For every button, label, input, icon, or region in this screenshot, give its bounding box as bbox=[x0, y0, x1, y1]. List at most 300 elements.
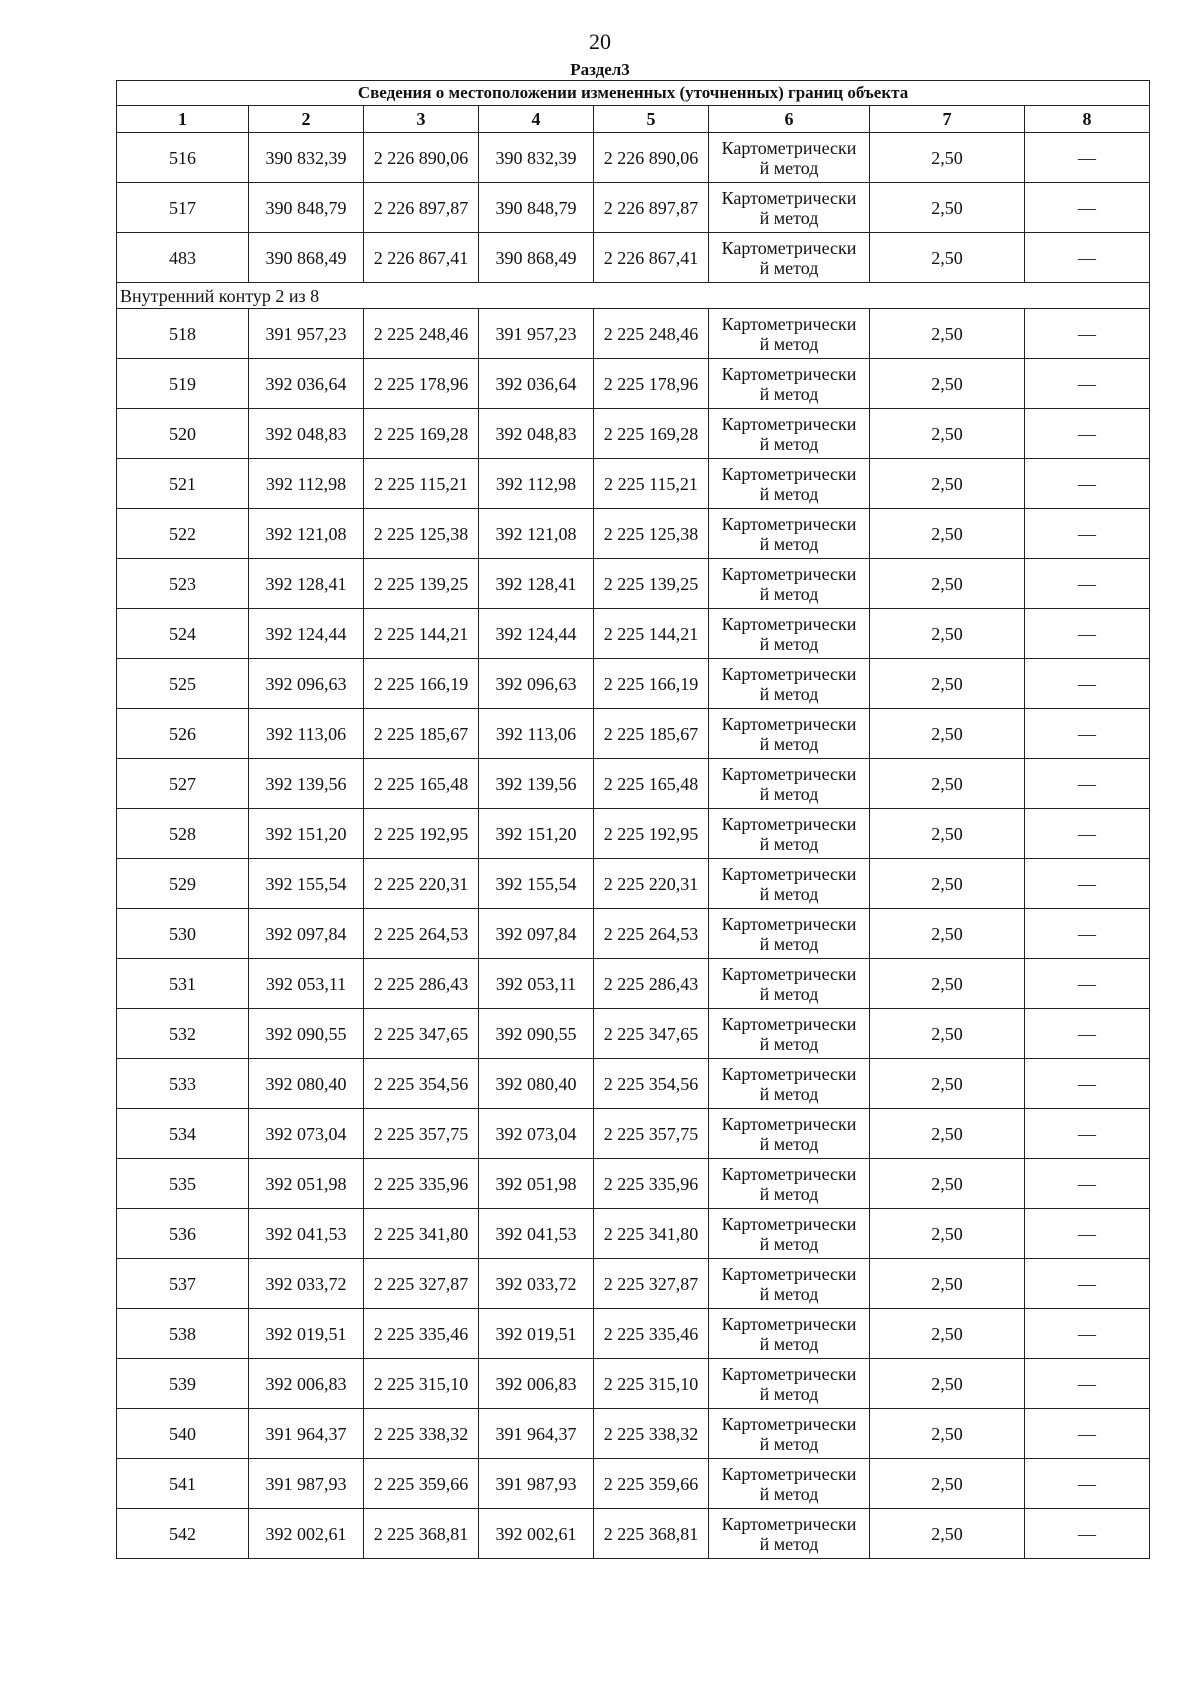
y-existing-cell: 2 225 368,81 bbox=[364, 1509, 479, 1559]
description-cell: — bbox=[1025, 183, 1150, 233]
x-new-cell: 392 139,56 bbox=[479, 759, 594, 809]
x-new-cell: 392 121,08 bbox=[479, 509, 594, 559]
method-line-1: Картометрически bbox=[721, 713, 857, 734]
method-cell bbox=[709, 459, 870, 509]
y-new-cell: 2 225 220,31 bbox=[594, 859, 709, 909]
method-line-2: й метод bbox=[759, 533, 819, 554]
y-existing-cell: 2 225 192,95 bbox=[364, 809, 479, 859]
method-cell bbox=[709, 809, 870, 859]
table-row bbox=[117, 1359, 1150, 1409]
y-new-cell: 2 226 867,41 bbox=[594, 233, 709, 283]
point-number-cell: 523 bbox=[117, 559, 249, 609]
y-existing-cell: 2 226 867,41 bbox=[364, 233, 479, 283]
method-cell bbox=[709, 609, 870, 659]
x-existing-cell: 392 033,72 bbox=[249, 1259, 364, 1309]
method-line-1: Картометрически bbox=[721, 963, 857, 984]
table-caption: Сведения о местоположении измененных (уточненных) границ объекта bbox=[117, 81, 1150, 106]
y-new-cell: 2 225 165,48 bbox=[594, 759, 709, 809]
method-line-2: й метод bbox=[759, 633, 819, 654]
x-existing-cell: 392 090,55 bbox=[249, 1009, 364, 1059]
y-existing-cell: 2 225 248,46 bbox=[364, 309, 479, 359]
description-cell: — bbox=[1025, 1009, 1150, 1059]
x-existing-cell: 392 053,11 bbox=[249, 959, 364, 1009]
y-existing-cell: 2 225 327,87 bbox=[364, 1259, 479, 1309]
point-number-cell: 536 bbox=[117, 1209, 249, 1259]
method-line-2: й метод bbox=[759, 207, 819, 228]
table-row bbox=[117, 309, 1150, 359]
method-line-2: й метод bbox=[759, 1083, 819, 1104]
y-new-cell: 2 225 125,38 bbox=[594, 509, 709, 559]
x-new-cell: 392 048,83 bbox=[479, 409, 594, 459]
y-new-cell: 2 225 335,46 bbox=[594, 1309, 709, 1359]
x-existing-cell: 392 041,53 bbox=[249, 1209, 364, 1259]
table-row bbox=[117, 1259, 1150, 1309]
y-existing-cell: 2 225 139,25 bbox=[364, 559, 479, 609]
column-number-row bbox=[117, 106, 1150, 133]
table-row bbox=[117, 1009, 1150, 1059]
method-cell bbox=[709, 233, 870, 283]
y-existing-cell: 2 225 354,56 bbox=[364, 1059, 479, 1109]
method-line-2: й метод bbox=[759, 683, 819, 704]
y-existing-cell: 2 225 347,65 bbox=[364, 1009, 479, 1059]
x-new-cell: 392 097,84 bbox=[479, 909, 594, 959]
description-cell: — bbox=[1025, 1259, 1150, 1309]
method-cell bbox=[709, 1359, 870, 1409]
x-existing-cell: 392 048,83 bbox=[249, 409, 364, 459]
description-cell: — bbox=[1025, 1059, 1150, 1109]
x-existing-cell: 392 139,56 bbox=[249, 759, 364, 809]
point-number-cell: 529 bbox=[117, 859, 249, 909]
description-cell: — bbox=[1025, 859, 1150, 909]
point-number-cell: 521 bbox=[117, 459, 249, 509]
x-new-cell: 392 006,83 bbox=[479, 1359, 594, 1409]
method-line-2: й метод bbox=[759, 1383, 819, 1404]
method-line-2: й метод bbox=[759, 1033, 819, 1054]
x-existing-cell: 391 964,37 bbox=[249, 1409, 364, 1459]
x-new-cell: 392 019,51 bbox=[479, 1309, 594, 1359]
contour-label: Внутренний контур 2 из 8 bbox=[117, 283, 1150, 309]
accuracy-cell: 2,50 bbox=[870, 959, 1025, 1009]
method-cell bbox=[709, 909, 870, 959]
accuracy-cell: 2,50 bbox=[870, 559, 1025, 609]
y-existing-cell: 2 225 144,21 bbox=[364, 609, 479, 659]
method-line-2: й метод bbox=[759, 1533, 819, 1554]
method-cell bbox=[709, 759, 870, 809]
description-cell: — bbox=[1025, 1459, 1150, 1509]
point-number-cell: 537 bbox=[117, 1259, 249, 1309]
y-existing-cell: 2 225 286,43 bbox=[364, 959, 479, 1009]
y-new-cell: 2 225 248,46 bbox=[594, 309, 709, 359]
y-new-cell: 2 225 166,19 bbox=[594, 659, 709, 709]
description-cell: — bbox=[1025, 459, 1150, 509]
table-row bbox=[117, 459, 1150, 509]
x-existing-cell: 392 002,61 bbox=[249, 1509, 364, 1559]
method-line-1: Картометрически bbox=[721, 1263, 857, 1284]
table-row bbox=[117, 809, 1150, 859]
accuracy-cell: 2,50 bbox=[870, 1209, 1025, 1259]
point-number-cell: 527 bbox=[117, 759, 249, 809]
x-new-cell: 392 155,54 bbox=[479, 859, 594, 909]
x-existing-cell: 392 036,64 bbox=[249, 359, 364, 409]
point-number-cell: 518 bbox=[117, 309, 249, 359]
table-row bbox=[117, 1459, 1150, 1509]
description-cell: — bbox=[1025, 1209, 1150, 1259]
x-existing-cell: 392 019,51 bbox=[249, 1309, 364, 1359]
point-number-cell: 528 bbox=[117, 809, 249, 859]
method-line-1: Картометрически bbox=[721, 663, 857, 684]
point-number-cell: 517 bbox=[117, 183, 249, 233]
y-new-cell: 2 225 178,96 bbox=[594, 359, 709, 409]
x-existing-cell: 392 121,08 bbox=[249, 509, 364, 559]
description-cell: — bbox=[1025, 1359, 1150, 1409]
accuracy-cell: 2,50 bbox=[870, 909, 1025, 959]
table-row bbox=[117, 1059, 1150, 1109]
method-line-2: й метод bbox=[759, 1433, 819, 1454]
x-new-cell: 390 868,49 bbox=[479, 233, 594, 283]
y-new-cell: 2 225 354,56 bbox=[594, 1059, 709, 1109]
x-existing-cell: 390 868,49 bbox=[249, 233, 364, 283]
column-header: 6 bbox=[709, 106, 870, 133]
table-row bbox=[117, 1109, 1150, 1159]
point-number-cell: 522 bbox=[117, 509, 249, 559]
x-new-cell: 391 957,23 bbox=[479, 309, 594, 359]
point-number-cell: 531 bbox=[117, 959, 249, 1009]
method-cell bbox=[709, 659, 870, 709]
table-row bbox=[117, 859, 1150, 909]
x-existing-cell: 392 080,40 bbox=[249, 1059, 364, 1109]
x-new-cell: 392 113,06 bbox=[479, 709, 594, 759]
method-line-1: Картометрически bbox=[721, 313, 857, 334]
point-number-cell: 535 bbox=[117, 1159, 249, 1209]
method-line-2: й метод bbox=[759, 983, 819, 1004]
method-line-1: Картометрически bbox=[721, 1213, 857, 1234]
x-new-cell: 392 002,61 bbox=[479, 1509, 594, 1559]
table-row bbox=[117, 183, 1150, 233]
method-line-1: Картометрически bbox=[721, 1313, 857, 1334]
accuracy-cell: 2,50 bbox=[870, 1409, 1025, 1459]
point-number-cell: 483 bbox=[117, 233, 249, 283]
method-cell bbox=[709, 1459, 870, 1509]
accuracy-cell: 2,50 bbox=[870, 359, 1025, 409]
accuracy-cell: 2,50 bbox=[870, 409, 1025, 459]
method-line-1: Картометрически bbox=[721, 1013, 857, 1034]
method-line-1: Картометрически bbox=[721, 237, 857, 258]
accuracy-cell: 2,50 bbox=[870, 809, 1025, 859]
x-new-cell: 390 832,39 bbox=[479, 133, 594, 183]
method-line-1: Картометрически bbox=[721, 1363, 857, 1384]
table-row bbox=[117, 559, 1150, 609]
description-cell: — bbox=[1025, 959, 1150, 1009]
description-cell: — bbox=[1025, 309, 1150, 359]
y-new-cell: 2 225 335,96 bbox=[594, 1159, 709, 1209]
method-line-1: Картометрически bbox=[721, 1413, 857, 1434]
method-cell bbox=[709, 183, 870, 233]
method-line-2: й метод bbox=[759, 483, 819, 504]
method-cell bbox=[709, 1509, 870, 1559]
method-cell bbox=[709, 1109, 870, 1159]
x-existing-cell: 392 006,83 bbox=[249, 1359, 364, 1409]
accuracy-cell: 2,50 bbox=[870, 1109, 1025, 1159]
method-line-1: Картометрически bbox=[721, 463, 857, 484]
x-existing-cell: 392 124,44 bbox=[249, 609, 364, 659]
method-cell bbox=[709, 859, 870, 909]
accuracy-cell: 2,50 bbox=[870, 233, 1025, 283]
table-row bbox=[117, 909, 1150, 959]
x-new-cell: 392 151,20 bbox=[479, 809, 594, 859]
description-cell: — bbox=[1025, 1159, 1150, 1209]
y-new-cell: 2 225 357,75 bbox=[594, 1109, 709, 1159]
table-row bbox=[117, 133, 1150, 183]
method-line-1: Картометрически bbox=[721, 813, 857, 834]
method-line-2: й метод bbox=[759, 733, 819, 754]
x-new-cell: 392 128,41 bbox=[479, 559, 594, 609]
description-cell: — bbox=[1025, 1309, 1150, 1359]
y-existing-cell: 2 225 178,96 bbox=[364, 359, 479, 409]
table-row bbox=[117, 709, 1150, 759]
description-cell: — bbox=[1025, 1409, 1150, 1459]
table-row bbox=[117, 1159, 1150, 1209]
accuracy-cell: 2,50 bbox=[870, 459, 1025, 509]
description-cell: — bbox=[1025, 233, 1150, 283]
section-title: Раздел3 bbox=[570, 60, 630, 79]
method-line-1: Картометрически bbox=[721, 1513, 857, 1534]
x-new-cell: 392 053,11 bbox=[479, 959, 594, 1009]
method-line-2: й метод bbox=[759, 783, 819, 804]
y-new-cell: 2 225 338,32 bbox=[594, 1409, 709, 1459]
point-number-cell: 516 bbox=[117, 133, 249, 183]
y-new-cell: 2 225 115,21 bbox=[594, 459, 709, 509]
method-line-1: Картометрически bbox=[721, 913, 857, 934]
method-line-1: Картометрически bbox=[721, 1113, 857, 1134]
y-new-cell: 2 225 185,67 bbox=[594, 709, 709, 759]
method-cell bbox=[709, 1009, 870, 1059]
table-row bbox=[117, 233, 1150, 283]
y-existing-cell: 2 225 169,28 bbox=[364, 409, 479, 459]
coordinates-table bbox=[116, 80, 1150, 1559]
x-new-cell: 392 073,04 bbox=[479, 1109, 594, 1159]
table-row bbox=[117, 1509, 1150, 1559]
y-existing-cell: 2 226 890,06 bbox=[364, 133, 479, 183]
y-existing-cell: 2 225 315,10 bbox=[364, 1359, 479, 1409]
y-new-cell: 2 225 264,53 bbox=[594, 909, 709, 959]
x-existing-cell: 392 113,06 bbox=[249, 709, 364, 759]
x-new-cell: 392 124,44 bbox=[479, 609, 594, 659]
x-existing-cell: 392 097,84 bbox=[249, 909, 364, 959]
method-line-2: й метод bbox=[759, 1483, 819, 1504]
method-cell bbox=[709, 959, 870, 1009]
y-new-cell: 2 225 359,66 bbox=[594, 1459, 709, 1509]
method-line-2: й метод bbox=[759, 433, 819, 454]
accuracy-cell: 2,50 bbox=[870, 759, 1025, 809]
accuracy-cell: 2,50 bbox=[870, 1259, 1025, 1309]
x-new-cell: 390 848,79 bbox=[479, 183, 594, 233]
accuracy-cell: 2,50 bbox=[870, 659, 1025, 709]
point-number-cell: 530 bbox=[117, 909, 249, 959]
x-new-cell: 392 041,53 bbox=[479, 1209, 594, 1259]
x-existing-cell: 392 128,41 bbox=[249, 559, 364, 609]
method-cell bbox=[709, 1209, 870, 1259]
y-new-cell: 2 225 347,65 bbox=[594, 1009, 709, 1059]
method-line-2: й метод bbox=[759, 257, 819, 278]
column-header: 8 bbox=[1025, 106, 1150, 133]
y-existing-cell: 2 225 359,66 bbox=[364, 1459, 479, 1509]
method-line-1: Картометрически bbox=[721, 1463, 857, 1484]
method-line-2: й метод bbox=[759, 333, 819, 354]
method-cell bbox=[709, 709, 870, 759]
method-line-2: й метод bbox=[759, 383, 819, 404]
table-row bbox=[117, 609, 1150, 659]
table-row bbox=[117, 959, 1150, 1009]
page-number: 20 bbox=[589, 29, 611, 54]
point-number-cell: 520 bbox=[117, 409, 249, 459]
column-header: 3 bbox=[364, 106, 479, 133]
accuracy-cell: 2,50 bbox=[870, 1009, 1025, 1059]
description-cell: — bbox=[1025, 759, 1150, 809]
method-cell bbox=[709, 409, 870, 459]
accuracy-cell: 2,50 bbox=[870, 309, 1025, 359]
method-line-2: й метод bbox=[759, 583, 819, 604]
method-cell bbox=[709, 309, 870, 359]
method-line-2: й метод bbox=[759, 157, 819, 178]
method-line-2: й метод bbox=[759, 883, 819, 904]
accuracy-cell: 2,50 bbox=[870, 1509, 1025, 1559]
method-line-1: Картометрически bbox=[721, 413, 857, 434]
column-header: 7 bbox=[870, 106, 1025, 133]
y-existing-cell: 2 225 264,53 bbox=[364, 909, 479, 959]
y-new-cell: 2 226 890,06 bbox=[594, 133, 709, 183]
y-existing-cell: 2 225 357,75 bbox=[364, 1109, 479, 1159]
method-line-2: й метод bbox=[759, 1233, 819, 1254]
table-row bbox=[117, 659, 1150, 709]
accuracy-cell: 2,50 bbox=[870, 1059, 1025, 1109]
x-existing-cell: 390 848,79 bbox=[249, 183, 364, 233]
method-cell bbox=[709, 1059, 870, 1109]
method-line-2: й метод bbox=[759, 1283, 819, 1304]
description-cell: — bbox=[1025, 609, 1150, 659]
column-header: 5 bbox=[594, 106, 709, 133]
method-line-1: Картометрически bbox=[721, 363, 857, 384]
description-cell: — bbox=[1025, 133, 1150, 183]
x-existing-cell: 392 096,63 bbox=[249, 659, 364, 709]
table-row bbox=[117, 509, 1150, 559]
accuracy-cell: 2,50 bbox=[870, 859, 1025, 909]
x-new-cell: 392 112,98 bbox=[479, 459, 594, 509]
y-existing-cell: 2 225 166,19 bbox=[364, 659, 479, 709]
description-cell: — bbox=[1025, 509, 1150, 559]
description-cell: — bbox=[1025, 809, 1150, 859]
x-existing-cell: 391 987,93 bbox=[249, 1459, 364, 1509]
point-number-cell: 538 bbox=[117, 1309, 249, 1359]
y-existing-cell: 2 225 220,31 bbox=[364, 859, 479, 909]
method-cell bbox=[709, 133, 870, 183]
method-cell bbox=[709, 509, 870, 559]
y-existing-cell: 2 225 335,46 bbox=[364, 1309, 479, 1359]
description-cell: — bbox=[1025, 1509, 1150, 1559]
method-line-1: Картометрически bbox=[721, 863, 857, 884]
method-cell bbox=[709, 1309, 870, 1359]
table-row bbox=[117, 1409, 1150, 1459]
table-row bbox=[117, 1209, 1150, 1259]
table-row bbox=[117, 359, 1150, 409]
y-existing-cell: 2 225 125,38 bbox=[364, 509, 479, 559]
y-existing-cell: 2 225 165,48 bbox=[364, 759, 479, 809]
description-cell: — bbox=[1025, 709, 1150, 759]
point-number-cell: 542 bbox=[117, 1509, 249, 1559]
y-new-cell: 2 225 368,81 bbox=[594, 1509, 709, 1559]
y-new-cell: 2 225 169,28 bbox=[594, 409, 709, 459]
y-new-cell: 2 225 341,80 bbox=[594, 1209, 709, 1259]
x-new-cell: 392 090,55 bbox=[479, 1009, 594, 1059]
column-header: 4 bbox=[479, 106, 594, 133]
x-existing-cell: 390 832,39 bbox=[249, 133, 364, 183]
method-line-1: Картометрически bbox=[721, 563, 857, 584]
y-new-cell: 2 225 139,25 bbox=[594, 559, 709, 609]
description-cell: — bbox=[1025, 909, 1150, 959]
method-line-1: Картометрически bbox=[721, 1063, 857, 1084]
method-line-1: Картометрически bbox=[721, 137, 857, 158]
accuracy-cell: 2,50 bbox=[870, 183, 1025, 233]
table-row bbox=[117, 1309, 1150, 1359]
y-new-cell: 2 225 144,21 bbox=[594, 609, 709, 659]
x-existing-cell: 392 051,98 bbox=[249, 1159, 364, 1209]
accuracy-cell: 2,50 bbox=[870, 1359, 1025, 1409]
column-header: 1 bbox=[117, 106, 249, 133]
y-existing-cell: 2 225 115,21 bbox=[364, 459, 479, 509]
method-line-1: Картометрически bbox=[721, 613, 857, 634]
y-new-cell: 2 225 315,10 bbox=[594, 1359, 709, 1409]
y-new-cell: 2 225 192,95 bbox=[594, 809, 709, 859]
x-new-cell: 392 036,64 bbox=[479, 359, 594, 409]
x-existing-cell: 392 073,04 bbox=[249, 1109, 364, 1159]
method-cell bbox=[709, 1409, 870, 1459]
accuracy-cell: 2,50 bbox=[870, 1159, 1025, 1209]
x-existing-cell: 392 151,20 bbox=[249, 809, 364, 859]
accuracy-cell: 2,50 bbox=[870, 1309, 1025, 1359]
method-line-2: й метод bbox=[759, 933, 819, 954]
point-number-cell: 540 bbox=[117, 1409, 249, 1459]
y-new-cell: 2 226 897,87 bbox=[594, 183, 709, 233]
x-new-cell: 392 051,98 bbox=[479, 1159, 594, 1209]
method-cell bbox=[709, 1259, 870, 1309]
table-body bbox=[117, 133, 1150, 1559]
method-line-2: й метод bbox=[759, 1333, 819, 1354]
method-line-1: Картометрически bbox=[721, 763, 857, 784]
point-number-cell: 526 bbox=[117, 709, 249, 759]
description-cell: — bbox=[1025, 659, 1150, 709]
point-number-cell: 532 bbox=[117, 1009, 249, 1059]
x-new-cell: 392 033,72 bbox=[479, 1259, 594, 1309]
method-line-2: й метод bbox=[759, 1133, 819, 1154]
y-new-cell: 2 225 286,43 bbox=[594, 959, 709, 1009]
x-existing-cell: 392 112,98 bbox=[249, 459, 364, 509]
method-line-1: Картометрически bbox=[721, 1163, 857, 1184]
column-header: 2 bbox=[249, 106, 364, 133]
contour-row bbox=[117, 283, 1150, 309]
point-number-cell: 524 bbox=[117, 609, 249, 659]
x-new-cell: 392 096,63 bbox=[479, 659, 594, 709]
accuracy-cell: 2,50 bbox=[870, 133, 1025, 183]
method-line-1: Картометрически bbox=[721, 513, 857, 534]
method-line-1: Картометрически bbox=[721, 187, 857, 208]
method-cell bbox=[709, 559, 870, 609]
point-number-cell: 525 bbox=[117, 659, 249, 709]
point-number-cell: 541 bbox=[117, 1459, 249, 1509]
method-line-2: й метод bbox=[759, 1183, 819, 1204]
description-cell: — bbox=[1025, 559, 1150, 609]
method-cell bbox=[709, 1159, 870, 1209]
point-number-cell: 539 bbox=[117, 1359, 249, 1409]
y-existing-cell: 2 225 185,67 bbox=[364, 709, 479, 759]
